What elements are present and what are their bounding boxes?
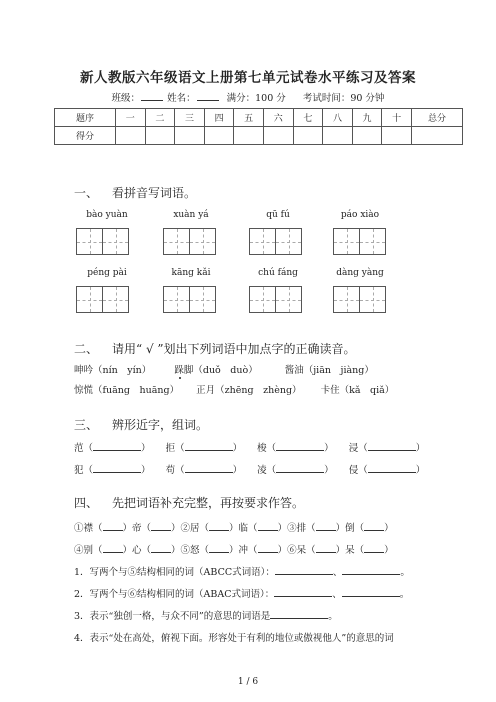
- word-blank[interactable]: [185, 462, 233, 473]
- idiom-part: ）: [384, 523, 394, 534]
- score-header-cell: 八: [323, 109, 353, 127]
- answer-blank[interactable]: [342, 586, 400, 597]
- score-header-cell: 三: [175, 109, 205, 127]
- score-header-cell: 五: [234, 109, 264, 127]
- score-cell[interactable]: [175, 127, 205, 145]
- word-blank[interactable]: [185, 440, 233, 451]
- word-close: ）: [232, 465, 243, 476]
- idiom-blank[interactable]: [151, 520, 171, 531]
- idiom-blank[interactable]: [209, 542, 229, 553]
- word-row-2: [74, 462, 425, 476]
- reading-item-text: 脚（duǒ duò）: [183, 365, 258, 376]
- score-header-cell: 四: [204, 109, 234, 127]
- idiom-part: ）⑥呆（: [277, 545, 316, 556]
- score-header-cell: 十: [382, 109, 412, 127]
- reading-item[interactable]: 酱油（jiān jiàng）: [284, 365, 374, 376]
- word-char: 范（: [74, 443, 94, 454]
- grid-cell[interactable]: [249, 286, 276, 313]
- idiom-part: ）呆（: [335, 545, 365, 556]
- pinyin: xuàn yá: [173, 210, 209, 220]
- reading-line-1: [74, 362, 374, 376]
- question-2: [74, 586, 409, 600]
- grid-cell[interactable]: [333, 286, 360, 313]
- section-number: 二、: [74, 342, 99, 356]
- word-char: 凌（: [257, 465, 277, 476]
- idiom-blank[interactable]: [258, 520, 278, 531]
- idiom-part: ）心（: [122, 545, 152, 556]
- section-number: 四、: [74, 496, 99, 510]
- grid-cell[interactable]: [163, 228, 190, 255]
- reading-item[interactable]: 卡住（kǎ qiǎ）: [320, 385, 395, 396]
- score-cell[interactable]: [145, 127, 175, 145]
- grid-cell[interactable]: [249, 228, 276, 255]
- pinyin: kāng kǎi: [171, 268, 211, 278]
- score-cell[interactable]: [323, 127, 353, 145]
- pinyin: péng pài: [87, 268, 127, 278]
- idiom-part: ①襟（: [74, 523, 103, 534]
- page-title: 新人教版六年级语文上册第七单元试卷水平练习及答案: [80, 70, 416, 86]
- word-blank[interactable]: [276, 462, 324, 473]
- word-char: 侵（: [348, 465, 368, 476]
- writing-grid[interactable]: [333, 286, 386, 313]
- pinyin: qū fú: [266, 210, 290, 220]
- question-text: 2．写两个与⑥结构相同的词（ABAC式词语）：: [74, 589, 275, 600]
- pinyin: dàng yàng: [336, 268, 384, 278]
- idiom-blank[interactable]: [364, 520, 384, 531]
- score-header-cell: 总分: [412, 109, 463, 127]
- separator: 、: [332, 567, 343, 578]
- section-2-heading: [74, 340, 356, 357]
- idiom-part: ）②居（: [171, 523, 210, 534]
- grid-cell[interactable]: [275, 228, 302, 255]
- word-close: ）: [232, 443, 243, 454]
- idiom-part: ）帝（: [122, 523, 152, 534]
- question-3: [74, 608, 338, 622]
- section-4-heading: [74, 494, 304, 511]
- grid-cell[interactable]: [359, 286, 386, 313]
- question-1: [74, 564, 410, 578]
- idiom-part: ）⑤怒（: [171, 545, 210, 556]
- time-label: 考试时间：90 分钟: [302, 93, 385, 104]
- score-header-cell: 九: [352, 109, 382, 127]
- answer-blank[interactable]: [274, 586, 332, 597]
- word-blank[interactable]: [276, 440, 324, 451]
- writing-grid[interactable]: [163, 286, 216, 313]
- grid-cell[interactable]: [102, 228, 129, 255]
- score-cell[interactable]: [234, 127, 264, 145]
- end-mark: 。: [400, 567, 410, 578]
- word-close: ）: [141, 465, 151, 476]
- grid-cell[interactable]: [189, 286, 216, 313]
- grid-cell[interactable]: [76, 228, 103, 255]
- section-title: 先把词语补充完整，再按要求作答。: [112, 496, 305, 510]
- answer-blank[interactable]: [270, 608, 328, 619]
- idiom-blank[interactable]: [151, 542, 171, 553]
- word-close: ）: [415, 443, 426, 454]
- question-text: 4．表示“处在高处，俯视下面。形容处于有利的地位或傲视他人”的意思的词: [74, 633, 394, 644]
- score-row-label: 得分: [55, 127, 116, 145]
- section-title: 请用“ √ ”划出下列词语中加点字的正确读音。: [112, 342, 356, 356]
- section-title: 看拼音写词语。: [112, 186, 197, 200]
- word-char: 梭（: [257, 443, 277, 454]
- idiom-part: ）: [384, 545, 394, 556]
- name-blank[interactable]: [197, 91, 219, 101]
- idiom-part: ④别（: [74, 545, 103, 556]
- writing-grid[interactable]: [249, 286, 302, 313]
- pinyin: chú fáng: [258, 268, 298, 278]
- score-label: 满分：100 分: [226, 93, 286, 104]
- score-header-cell: 七: [293, 109, 323, 127]
- idiom-part: ）临（: [229, 523, 258, 534]
- reading-item[interactable]: 呻吟（nín yín）: [74, 365, 152, 376]
- score-table: [54, 108, 463, 145]
- score-cell[interactable]: [293, 127, 323, 145]
- section-3-heading: [74, 416, 208, 433]
- idiom-blank[interactable]: [364, 542, 384, 553]
- grid-cell[interactable]: [275, 286, 302, 313]
- word-row-1: [74, 440, 425, 454]
- class-label: 班级：: [111, 93, 141, 104]
- reading-item[interactable]: 惊慌（fuāng huāng）: [74, 385, 180, 396]
- grid-cell[interactable]: [163, 286, 190, 313]
- question-4: [74, 630, 394, 644]
- answer-blank[interactable]: [275, 564, 333, 575]
- writing-grid[interactable]: [76, 228, 129, 255]
- word-blank[interactable]: [93, 462, 141, 473]
- idiom-part: ）倒（: [335, 523, 365, 534]
- word-blank[interactable]: [368, 440, 416, 451]
- grid-cell[interactable]: [359, 228, 386, 255]
- pinyin: bào yuàn: [86, 210, 128, 220]
- word-char: 浸（: [348, 443, 368, 454]
- question-text: 1．写两个与⑤结构相同的词（ABCC式词语）：: [74, 567, 275, 578]
- score-cell[interactable]: [204, 127, 234, 145]
- word-close: ）: [324, 465, 334, 476]
- idiom-blank[interactable]: [209, 520, 229, 531]
- class-blank[interactable]: [141, 91, 163, 101]
- word-char: 苟（: [165, 465, 185, 476]
- score-cell[interactable]: [116, 127, 146, 145]
- word-char: 拒（: [165, 443, 185, 454]
- score-cell[interactable]: [352, 127, 382, 145]
- word-close: ）: [141, 443, 151, 454]
- score-header-row: [55, 109, 463, 127]
- end-mark: 。: [328, 611, 338, 622]
- reading-line-2: [74, 382, 394, 396]
- writing-grid[interactable]: [333, 228, 386, 255]
- idiom-blank[interactable]: [103, 520, 123, 531]
- page-number: 1 / 6: [237, 677, 259, 687]
- score-header-cell: 二: [145, 109, 175, 127]
- grid-cell[interactable]: [333, 228, 360, 255]
- dotted-char: 跺: [174, 365, 184, 376]
- section-number: 三、: [74, 418, 99, 432]
- idiom-blank[interactable]: [103, 542, 123, 553]
- question-text: 3．表示“独创一格，与众不同”的意思的词语是: [74, 611, 271, 622]
- score-value-row: [55, 127, 463, 145]
- answer-blank[interactable]: [342, 564, 400, 575]
- fill-idiom-line-1: [74, 520, 394, 534]
- section-title: 辨形近字，组词。: [112, 418, 209, 432]
- word-blank[interactable]: [93, 440, 141, 451]
- end-mark: 。: [399, 589, 410, 600]
- reading-item[interactable]: [174, 365, 257, 376]
- name-label: 姓名：: [167, 93, 196, 104]
- word-close: ）: [324, 443, 334, 454]
- writing-grid[interactable]: [76, 286, 129, 313]
- section-1-heading: [74, 184, 196, 201]
- idiom-blank[interactable]: [258, 542, 278, 553]
- score-cell[interactable]: [412, 127, 463, 145]
- idiom-part: ）冲（: [229, 545, 258, 556]
- reading-item[interactable]: 正月（zhēng zhèng）: [196, 385, 302, 396]
- grid-cell[interactable]: [102, 286, 129, 313]
- grid-cell[interactable]: [189, 228, 216, 255]
- grid-cell[interactable]: [76, 286, 103, 313]
- section-number: 一、: [74, 186, 99, 200]
- score-header-cell: 一: [116, 109, 146, 127]
- word-char: 犯（: [74, 465, 94, 476]
- idiom-blank[interactable]: [316, 520, 336, 531]
- score-cell[interactable]: [382, 127, 412, 145]
- writing-grid[interactable]: [163, 228, 216, 255]
- separator: 、: [332, 589, 342, 600]
- word-blank[interactable]: [368, 462, 416, 473]
- pinyin: páo xiào: [340, 210, 380, 220]
- word-close: ）: [415, 465, 426, 476]
- exam-info: [0, 90, 496, 104]
- score-header-cell: 六: [263, 109, 293, 127]
- score-header-cell: 题序: [55, 109, 116, 127]
- writing-grid[interactable]: [249, 228, 302, 255]
- score-cell[interactable]: [263, 127, 293, 145]
- fill-idiom-line-2: [74, 542, 394, 556]
- idiom-part: ）③排（: [277, 523, 316, 534]
- idiom-blank[interactable]: [316, 542, 336, 553]
